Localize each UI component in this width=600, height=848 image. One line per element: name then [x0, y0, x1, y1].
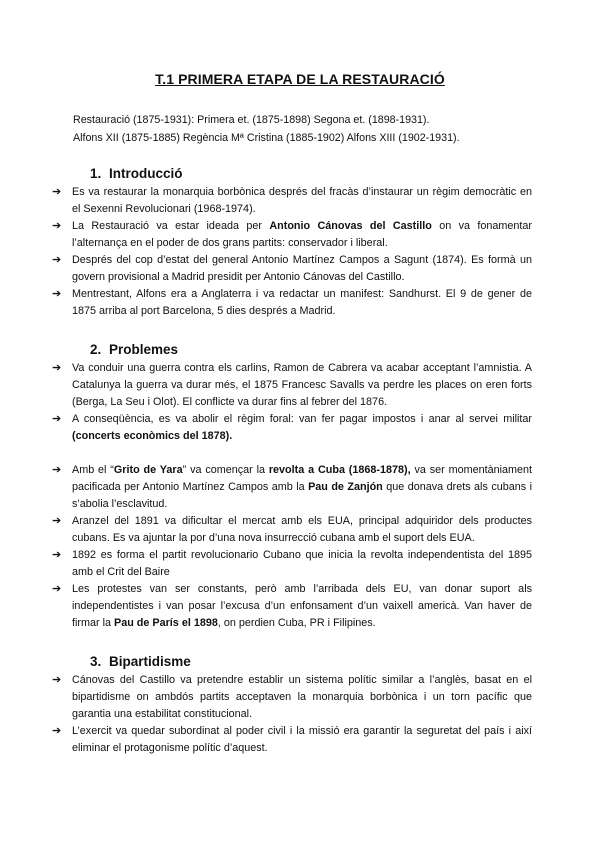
list-item: ➔ Cánovas del Castillo va pretendre establir un sistema polític similar a l’anglès, basat en el bipartidisme on ambdós partits acceptaven la monarquia borbònica i un torn pacífic que garantia una estabilitat constitucional. [52, 674, 532, 720]
arrow-bullet-icon: ➔ [52, 220, 62, 232]
section-title: Problemes [109, 342, 179, 357]
section-heading-problemes [90, 342, 178, 357]
section-number: 2. [90, 342, 102, 357]
section-title: Bipartidisme [109, 654, 191, 669]
blank-line [52, 445, 532, 462]
arrow-bullet-icon: ➔ [52, 515, 62, 527]
intro-line-periods: Restauració (1875-1931): Primera et. (1875-1898) Segona et. (1898-1931). [73, 114, 430, 126]
arrow-bullet-icon: ➔ [52, 413, 62, 425]
list-item: ➔ Aranzel del 1891 va dificultar el mercat amb els EUA, principal adquiridor dels productes cubans. Es va ajuntar la por d’una nova insurrecció cubana amb el suport dels EUA. [52, 515, 532, 544]
section-list [52, 184, 532, 320]
list-item: ➔ La Restauració va estar ideada per Antonio Cánovas del Castillo on va fonamentar l’alternança en el poder de dos grans partits: conservador i liberal. [52, 220, 533, 249]
arrow-bullet-icon: ➔ [52, 186, 62, 198]
list-item: ➔ Es va restaurar la monarquia borbònica després del fracàs d’instaurar un règim democràtic en el Sexenni Revolucionari (1968-1974). [52, 186, 532, 215]
list-item: ➔ Amb el “Grito de Yara” va començar la revolta a Cuba (1868-1878), va ser momentàniament pacificada per Antonio Martínez Campos amb la Pau de Zanjón que donava drets als cubans i s’abolia l’esclavitud. [52, 464, 532, 510]
list-item: ➔ Les protestes van ser constants, però amb l’arribada dels EU, van donar suport als independentistes i van posar l’excusa d’un enfonsament d’un vaixell americà. Van haver de firmar la Pau de París el 1898, on perdien Cuba, PR i Filipines. [52, 583, 532, 629]
arrow-bullet-icon: ➔ [52, 674, 62, 686]
page-title: T.1 PRIMERA ETAPA DE LA RESTAURACIÓ [155, 71, 445, 87]
list-item: ➔ Va conduir una guerra contra els carlins, Ramon de Cabrera va acabar acceptant l’amnistia. A Catalunya la guerra va durar més, el 1875 Francesc Savalls va perdre les places on eren forts (Berga, La Seu i Olot). El conflicte va durar fins al febrer del 1876. [52, 362, 532, 408]
section-list [52, 360, 532, 632]
list-item: ➔ Després del cop d’estat del general Antonio Martínez Campos a Sagunt (1874). Es formà un govern provisional a Madrid presidit per Antonio Cánovas del Castillo. [52, 254, 532, 283]
arrow-bullet-icon: ➔ [52, 549, 62, 561]
intro-line-reigns: Alfons XII (1875-1885) Regència Mª Cristina (1885-1902) Alfons XIII (1902-1931). [73, 132, 460, 144]
intro-block [73, 111, 460, 147]
section-list [52, 672, 532, 757]
arrow-bullet-icon: ➔ [52, 362, 62, 374]
list-item: ➔ Mentrestant, Alfons era a Anglaterra i va redactar un manifest: Sandhurst. El 9 de gener de 1875 arriba al port Barcelona, 5 dies després a Madrid. [52, 288, 532, 317]
list-item: ➔ L’exercit va quedar subordinat al poder civil i la missió era garantir la seguretat del país i així eliminar el protagonisme polític d’aquest. [52, 725, 532, 754]
arrow-bullet-icon: ➔ [52, 464, 62, 476]
section-heading-bipartidisme [90, 654, 191, 669]
arrow-bullet-icon: ➔ [52, 254, 62, 266]
section-number: 3. [90, 654, 102, 669]
section-number: 1. [90, 166, 102, 181]
section-title: Introducció [109, 166, 183, 181]
list-item: ➔ A conseqüència, es va abolir el règim foral: van fer pagar impostos i anar al servei militar (concerts econòmics del 1878). [52, 413, 532, 442]
list-item: ➔ 1892 es forma el partit revolucionario Cubano que inicia la revolta independentista del 1895 amb el Crit del Baire [52, 549, 532, 578]
arrow-bullet-icon: ➔ [52, 583, 62, 595]
arrow-bullet-icon: ➔ [52, 725, 62, 737]
section-heading-introduccio [90, 166, 183, 181]
arrow-bullet-icon: ➔ [52, 288, 62, 300]
